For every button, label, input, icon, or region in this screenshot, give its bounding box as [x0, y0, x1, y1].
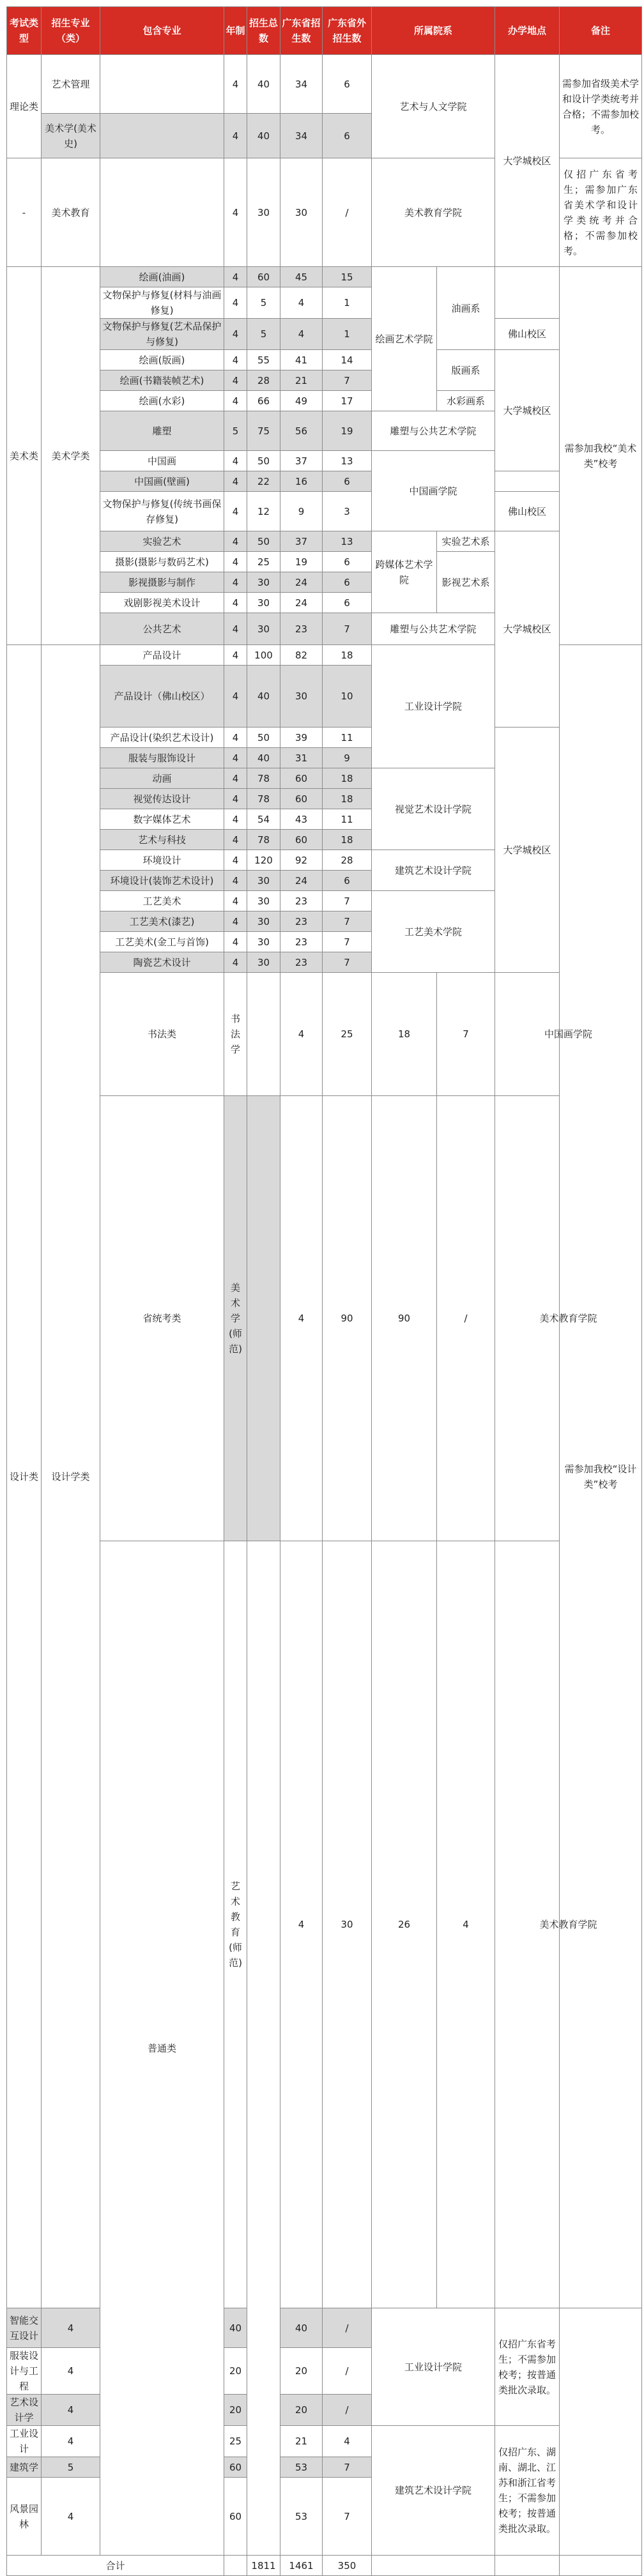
table-cell: 绘画(书籍装帧艺术) [100, 370, 224, 391]
table-cell: 风景园林 [7, 2478, 42, 2556]
table-cell: 22 [247, 471, 280, 492]
table-cell: 雕塑 [100, 411, 224, 451]
table-cell: 设计学类 [42, 645, 100, 2308]
table-cell: 30 [280, 158, 323, 267]
table-cell: 53 [280, 2478, 323, 2556]
table-cell: 60 [247, 267, 280, 287]
table-cell: 6 [323, 871, 372, 891]
table-cell: 30 [247, 891, 280, 911]
table-cell: 设计类 [7, 645, 42, 2308]
table-cell: 50 [247, 728, 280, 748]
table-cell: 绘画(油画) [100, 267, 224, 287]
table-cell: 艺术与科技 [100, 830, 224, 850]
table-cell: 5 [42, 2457, 100, 2478]
table-cell: 水彩画系 [437, 391, 495, 411]
table-cell: 24 [280, 572, 323, 593]
table-cell: 41 [280, 350, 323, 370]
table-cell: 25 [224, 2426, 247, 2457]
table-cell: 50 [247, 531, 280, 552]
table-cell: 10 [323, 666, 372, 728]
table-cell: 工业设计学院 [372, 2308, 495, 2426]
table-cell: 环境设计 [100, 850, 224, 871]
table-row [7, 2556, 642, 2576]
table-cell: 佛山校区 [495, 319, 560, 350]
table-cell: 仅招广东、湖南、湖北、江苏和浙江省考生；不需参加校考；按普通类批次录取。 [495, 2426, 560, 2556]
table-cell: 45 [280, 267, 323, 287]
table-cell: 美术教育学院 [495, 1541, 642, 2308]
table-cell: 11 [323, 728, 372, 748]
table-cell: 4 [224, 572, 247, 593]
table-cell: 19 [280, 552, 323, 572]
table-cell: 37 [280, 451, 323, 471]
table-cell: 大学城校区 [495, 531, 560, 728]
table-cell: 4 [224, 391, 247, 411]
table-cell: 艺术与人文学院 [372, 55, 495, 158]
table-cell: 34 [280, 114, 323, 158]
table-cell: 100 [247, 645, 280, 666]
table-cell: 6 [323, 471, 372, 492]
table-cell: 12 [247, 492, 280, 531]
table-cell: 60 [224, 2457, 247, 2478]
table-cell: 18 [323, 789, 372, 809]
table-cell: 产品设计 [100, 645, 224, 666]
table-cell: 30 [247, 593, 280, 613]
table-cell: 30 [247, 572, 280, 593]
table-row [7, 55, 642, 114]
table-cell: 文物保护与修复(材料与油画修复) [100, 287, 224, 319]
table-cell: 工艺美术 [100, 891, 224, 911]
table-cell: 20 [280, 2348, 323, 2395]
table-cell: 4 [224, 350, 247, 370]
table-cell: 4 [280, 1541, 323, 2308]
table-cell: 摄影(摄影与数码艺术) [100, 552, 224, 572]
table-cell: 7 [323, 891, 372, 911]
table-cell: 5 [224, 411, 247, 451]
table-cell: 23 [280, 613, 323, 645]
table-cell: 31 [280, 748, 323, 768]
table-cell: 30 [323, 1541, 372, 2308]
table-cell [372, 2556, 495, 2576]
table-cell: 省统考类 [100, 1096, 224, 1541]
table-cell: 需参加我校“设计类”校考 [560, 645, 642, 2308]
table-cell: 建筑艺术设计学院 [372, 850, 495, 891]
table-cell: 4 [224, 593, 247, 613]
table-cell: 视觉传达设计 [100, 789, 224, 809]
table-cell: 40 [280, 2308, 323, 2348]
table-row [7, 350, 642, 370]
table-cell: 56 [280, 411, 323, 451]
table-cell: 49 [280, 391, 323, 411]
table-cell: 仅招广东省考生；不需参加校考；按普通类批次录取。 [495, 2308, 560, 2426]
table-row [7, 319, 642, 350]
table-cell: 大学城校区 [495, 350, 560, 471]
table-cell: 4 [42, 2426, 100, 2457]
table-cell: 4 [224, 830, 247, 850]
table-cell: 16 [280, 471, 323, 492]
table-cell: 工艺美术(金工与首饰) [100, 932, 224, 952]
table-cell: 4 [224, 952, 247, 973]
table-cell: 戏剧影视美术设计 [100, 593, 224, 613]
table-cell: - [7, 158, 42, 267]
table-cell: 陶瓷艺术设计 [100, 952, 224, 973]
table-cell: 雕塑与公共艺术学院 [372, 411, 495, 451]
table-cell [100, 114, 224, 158]
table-cell: 7 [323, 613, 372, 645]
table-cell: 大学城校区 [495, 728, 560, 973]
table-cell: 工业设计学院 [372, 645, 495, 768]
table-cell: 18 [372, 973, 437, 1096]
table-cell: 4 [224, 809, 247, 830]
table-cell: 24 [280, 871, 323, 891]
table-row [7, 531, 642, 552]
table-cell: 文物保护与修复(传统书画保存修复) [100, 492, 224, 531]
table-cell: 4 [224, 932, 247, 952]
header-cell-remarks: 备注 [560, 7, 642, 55]
table-cell: 50 [247, 451, 280, 471]
table-cell: 绘画(版画) [100, 350, 224, 370]
table-cell: 40 [224, 2308, 247, 2348]
table-cell: 30 [247, 932, 280, 952]
table-cell: 25 [247, 552, 280, 572]
table-cell: 4 [224, 911, 247, 932]
table-row [7, 1096, 642, 1541]
table-cell: 6 [323, 114, 372, 158]
table-cell: 24 [280, 593, 323, 613]
table-cell: 绘画(水彩) [100, 391, 224, 411]
table-cell: 4 [224, 158, 247, 267]
table-cell: 30 [247, 158, 280, 267]
table-cell: 影视艺术系 [437, 552, 495, 613]
table-cell: 40 [247, 748, 280, 768]
table-cell: 产品设计（佛山校区） [100, 666, 224, 728]
table-cell: 绘画艺术学院 [372, 267, 437, 411]
table-cell: 54 [247, 809, 280, 830]
table-cell: 4 [224, 613, 247, 645]
table-row [7, 1541, 642, 2308]
table-cell: 14 [323, 350, 372, 370]
table-cell: / [323, 158, 372, 267]
table-cell: 美术教育学院 [495, 1096, 642, 1541]
table-cell: 视觉艺术设计学院 [372, 768, 495, 850]
table-cell: 中国画(壁画) [100, 471, 224, 492]
table-cell: 4 [42, 2395, 100, 2426]
table-cell: 油画系 [437, 267, 495, 350]
table-cell: 7 [323, 2457, 372, 2478]
table-cell: 4 [280, 287, 323, 319]
header-cell-outside-guangdong: 广东省外招生数 [323, 7, 372, 55]
table-cell: 中国画学院 [372, 451, 495, 531]
table-cell: 美术教育学院 [372, 158, 495, 267]
table-cell: 4 [323, 2426, 372, 2457]
table-cell: 4 [280, 973, 323, 1096]
table-cell: 21 [280, 2426, 323, 2457]
table-cell: 智能交互设计 [7, 2308, 42, 2348]
table-cell: 4 [224, 552, 247, 572]
table-cell [224, 2556, 247, 2576]
table-cell: 7 [323, 932, 372, 952]
table-cell: 7 [323, 370, 372, 391]
header-cell-campus: 办学地点 [495, 7, 560, 55]
table-cell: 艺术设计学 [7, 2395, 42, 2426]
table-cell: 公共艺术 [100, 613, 224, 645]
table-cell: 82 [280, 645, 323, 666]
table-cell: 28 [323, 850, 372, 871]
table-cell: 17 [323, 391, 372, 411]
table-cell: 4 [224, 850, 247, 871]
table-cell: 9 [323, 748, 372, 768]
table-cell: 6 [323, 552, 372, 572]
table-cell: 30 [247, 911, 280, 932]
table-cell: 美术学类 [42, 267, 100, 645]
table-cell: 产品设计(染织艺术设计) [100, 728, 224, 748]
table-cell: 23 [280, 952, 323, 973]
table-cell: 18 [323, 768, 372, 789]
table-cell: 90 [323, 1096, 372, 1541]
table-cell: 书法学 [224, 973, 247, 1096]
table-cell: 40 [247, 666, 280, 728]
table-row [7, 267, 642, 287]
table-cell: 美术教育 [42, 158, 100, 267]
table-cell: 25 [323, 973, 372, 1096]
table-cell: 建筑艺术设计学院 [372, 2426, 495, 2556]
table-cell [495, 2556, 560, 2576]
table-cell: 数字媒体艺术 [100, 809, 224, 830]
table-cell: 4 [437, 1541, 495, 2308]
table-cell: 7 [437, 973, 495, 1096]
table-cell: 1 [323, 319, 372, 350]
table-cell: 60 [280, 768, 323, 789]
table-cell: 78 [247, 789, 280, 809]
table-cell: 30 [247, 952, 280, 973]
table-cell: 60 [224, 2478, 247, 2556]
table-cell: 23 [280, 932, 323, 952]
table-cell [100, 55, 224, 114]
table-cell: 7 [323, 2478, 372, 2556]
table-cell: 66 [247, 391, 280, 411]
table-cell: 1811 [247, 2556, 280, 2576]
table-cell: 90 [372, 1096, 437, 1541]
table-cell: 服装与服饰设计 [100, 748, 224, 768]
table-cell: 26 [372, 1541, 437, 2308]
table-cell: 版画系 [437, 350, 495, 391]
table-cell: 60 [280, 789, 323, 809]
table-cell [100, 158, 224, 267]
table-cell: 20 [280, 2395, 323, 2426]
table-cell: 4 [224, 267, 247, 287]
table-cell: 18 [323, 645, 372, 666]
table-cell: 实验艺术 [100, 531, 224, 552]
table-cell: 350 [323, 2556, 372, 2576]
table-cell: 实验艺术系 [437, 531, 495, 552]
table-cell [247, 1096, 280, 1541]
table-cell: 1 [323, 287, 372, 319]
table-cell: 37 [280, 531, 323, 552]
header-cell-department: 所属院系 [372, 7, 495, 55]
table-cell: 6 [323, 55, 372, 114]
table-cell: 4 [224, 768, 247, 789]
header-cell-total: 招生总数 [247, 7, 280, 55]
table-cell: 53 [280, 2457, 323, 2478]
header-cell-major-category: 招生专业（类） [42, 7, 100, 55]
table-cell: 影视摄影与制作 [100, 572, 224, 593]
table-cell: 4 [280, 319, 323, 350]
table-cell [560, 2556, 642, 2576]
table-cell: 5 [247, 319, 280, 350]
table-cell: 环境设计(装饰艺术设计) [100, 871, 224, 891]
table-cell: 30 [247, 871, 280, 891]
table-cell: 18 [323, 830, 372, 850]
table-cell: 跨媒体艺术学院 [372, 531, 437, 613]
table-cell: 雕塑与公共艺术学院 [372, 613, 495, 645]
table-cell [247, 1541, 280, 2556]
table-cell: 美术学(师范) [224, 1096, 247, 1541]
table-cell: 4 [224, 287, 247, 319]
table-cell: 佛山校区 [495, 492, 560, 531]
table-cell: / [437, 1096, 495, 1541]
table-cell: 13 [323, 451, 372, 471]
table-cell: 19 [323, 411, 372, 451]
table-cell: 4 [224, 748, 247, 768]
table-cell: 4 [280, 1096, 323, 1541]
table-cell: 4 [224, 471, 247, 492]
table-cell: 55 [247, 350, 280, 370]
table-cell: 中国画 [100, 451, 224, 471]
header-cell-included-majors: 包含专业 [100, 7, 224, 55]
table-cell: 4 [224, 492, 247, 531]
table-cell: 23 [280, 911, 323, 932]
table-cell: 合计 [7, 2556, 224, 2576]
table-cell: 艺术管理 [42, 55, 100, 114]
table-cell: 4 [224, 666, 247, 728]
table-cell: 75 [247, 411, 280, 451]
header-cell-exam-type: 考试类型 [7, 7, 42, 55]
table-cell: 4 [224, 451, 247, 471]
table-cell: 15 [323, 267, 372, 287]
header-cell-years: 年制 [224, 7, 247, 55]
table-cell: 6 [323, 593, 372, 613]
table-cell: 工艺美术(漆艺) [100, 911, 224, 932]
table-row [7, 728, 642, 748]
table-cell: 美术类 [7, 267, 42, 645]
table-cell: 43 [280, 809, 323, 830]
table-cell: 4 [224, 871, 247, 891]
enrollment-table [6, 6, 642, 2576]
table-cell: 40 [247, 55, 280, 114]
table-cell: 21 [280, 370, 323, 391]
table-cell: 1461 [280, 2556, 323, 2576]
table-cell [495, 267, 560, 319]
table-cell: 30 [280, 666, 323, 728]
table-cell: 中国画学院 [495, 973, 642, 1096]
table-cell: 工艺美术学院 [372, 891, 495, 973]
table-cell: 4 [42, 2348, 100, 2395]
table-cell: 4 [42, 2308, 100, 2348]
header-cell-guangdong: 广东省招生数 [280, 7, 323, 55]
table-cell: 建筑学 [7, 2457, 42, 2478]
table-cell: 需参加省级美术学和设计学类统考并合格；不需参加校考。 [560, 55, 642, 158]
table-cell: 4 [224, 370, 247, 391]
table-cell: 60 [280, 830, 323, 850]
table-cell: 大学城校区 [495, 55, 560, 267]
header-row [7, 7, 642, 55]
table-cell: 4 [224, 531, 247, 552]
table-cell: 艺术教育(师范) [224, 1541, 247, 2308]
table-cell: / [323, 2308, 372, 2348]
table-cell: 理论类 [7, 55, 42, 158]
table-cell: 20 [224, 2348, 247, 2395]
table-row [7, 471, 642, 492]
table-cell: 11 [323, 809, 372, 830]
table-row [7, 492, 642, 531]
table-cell: 动画 [100, 768, 224, 789]
table-cell: 需参加我校“美术类”校考 [560, 267, 642, 645]
table-cell: 4 [224, 728, 247, 748]
table-cell: / [323, 2395, 372, 2426]
table-cell: 78 [247, 768, 280, 789]
table-cell: 4 [224, 645, 247, 666]
table-cell: 4 [224, 114, 247, 158]
table-cell: 30 [247, 613, 280, 645]
table-cell: 34 [280, 55, 323, 114]
table-cell: 4 [224, 891, 247, 911]
table-cell: 4 [224, 55, 247, 114]
table-cell: 4 [224, 789, 247, 809]
table-cell [247, 973, 280, 1096]
table-cell: 5 [247, 287, 280, 319]
table-cell: 92 [280, 850, 323, 871]
table-cell: 仅招广东省考生；需参加广东省美术学和设计学类统考并合格；不需参加校考。 [560, 158, 642, 267]
table-cell: 服装设计与工程 [7, 2348, 42, 2395]
table-cell: 3 [323, 492, 372, 531]
enrollment-table-container [6, 6, 642, 2576]
table-cell: 文物保护与修复(艺术品保护与修复) [100, 319, 224, 350]
table-cell: 9 [280, 492, 323, 531]
table-cell: 120 [247, 850, 280, 871]
table-cell: 书法类 [100, 973, 224, 1096]
table-cell: 20 [224, 2395, 247, 2426]
table-cell: 工业设计 [7, 2426, 42, 2457]
table-body [7, 55, 642, 2576]
table-cell: 23 [280, 891, 323, 911]
table-cell: 78 [247, 830, 280, 850]
table-cell: 39 [280, 728, 323, 748]
table-cell: 4 [42, 2478, 100, 2556]
table-cell: 7 [323, 952, 372, 973]
table-cell: 13 [323, 531, 372, 552]
table-cell: 美术学(美术史) [42, 114, 100, 158]
table-cell: 6 [323, 572, 372, 593]
table-cell: 4 [224, 319, 247, 350]
table-row [7, 973, 642, 1096]
table-cell: 普通类 [100, 1541, 224, 2556]
table-cell: 7 [323, 911, 372, 932]
table-cell: 28 [247, 370, 280, 391]
table-cell: 40 [247, 114, 280, 158]
table-cell: / [323, 2348, 372, 2395]
